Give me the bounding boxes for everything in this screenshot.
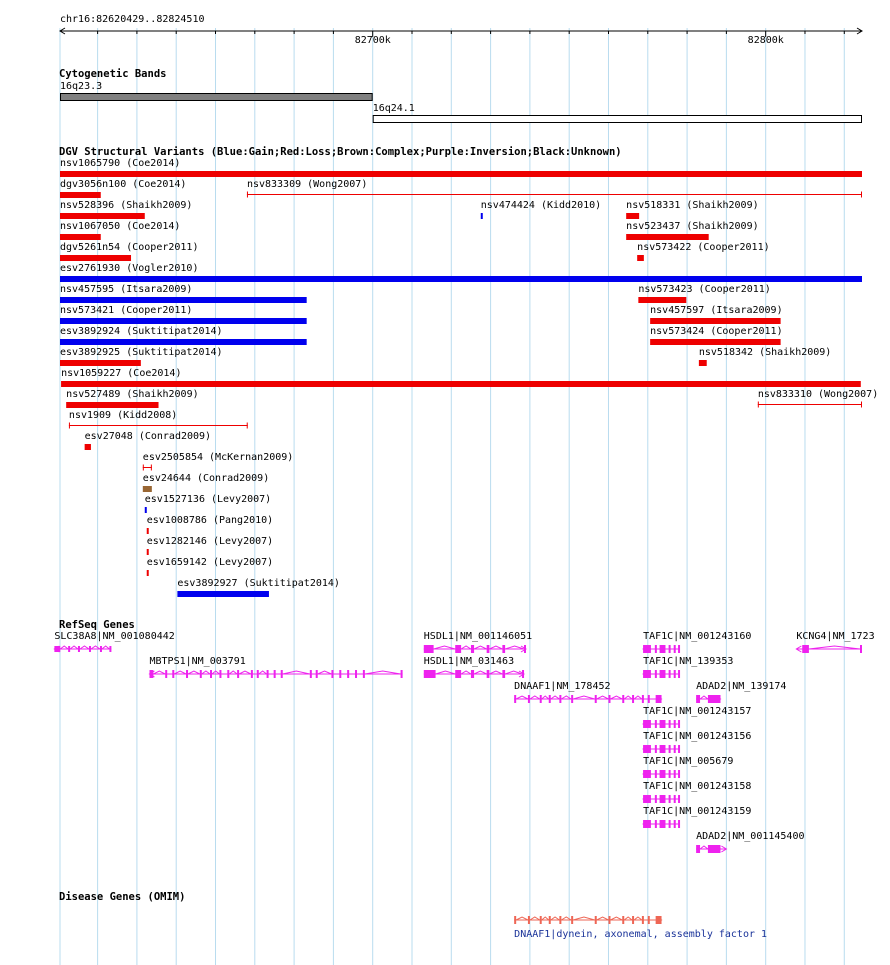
refseq-gene-exon[interactable]: [669, 770, 671, 778]
refseq-gene-label[interactable]: TAF1C|NM_001243159: [643, 806, 752, 817]
refseq-gene-exon[interactable]: [514, 695, 516, 703]
refseq-gene-label[interactable]: DNAAF1|NM_178452: [514, 681, 611, 692]
refseq-gene-exon[interactable]: [660, 820, 666, 828]
dgv-variant-bar[interactable]: [60, 234, 101, 240]
dgv-variant-label[interactable]: nsv573424 (Cooper2011): [650, 326, 783, 337]
refseq-gene-exon[interactable]: [660, 795, 666, 803]
refseq-gene-exon[interactable]: [674, 645, 676, 653]
refseq-gene-exon[interactable]: [655, 795, 657, 803]
omim-gene-exon[interactable]: [622, 916, 624, 924]
refseq-gene-exon[interactable]: [471, 670, 474, 678]
refseq-gene-exon[interactable]: [89, 646, 91, 652]
refseq-gene-exon[interactable]: [210, 670, 212, 678]
refseq-gene-exon[interactable]: [678, 770, 680, 778]
refseq-gene-exon[interactable]: [363, 670, 365, 678]
refseq-gene-exon[interactable]: [316, 670, 318, 678]
dgv-variant-label[interactable]: dgv3056n100 (Coe2014): [60, 179, 187, 190]
refseq-gene-exon[interactable]: [274, 670, 276, 678]
omim-gene-exon[interactable]: [571, 916, 573, 924]
dgv-variant-label[interactable]: nsv1067050 (Coe2014): [60, 221, 181, 232]
refseq-gene-exon[interactable]: [502, 670, 505, 678]
dgv-variant-label[interactable]: nsv573421 (Cooper2011): [60, 305, 193, 316]
refseq-gene-label[interactable]: TAF1C|NM_005679: [643, 756, 734, 767]
dgv-variant-label[interactable]: esv24644 (Conrad2009): [142, 473, 270, 484]
dgv-variant-bar[interactable]: [147, 528, 149, 534]
dgv-variant-label[interactable]: esv3892925 (Suktitipat2014): [60, 347, 223, 358]
dgv-track-title[interactable]: DGV Structural Variants (Blue:Gain;Red:Loss;Brown:Complex;Purple:Inversion;Black:Unknown): [59, 146, 622, 158]
ruler-tick-label: 82800k: [747, 35, 784, 46]
dgv-variant-bar[interactable]: [60, 171, 862, 177]
dgv-variant-label[interactable]: esv27048 (Conrad2009): [84, 431, 212, 442]
refseq-gene-exon[interactable]: [678, 720, 680, 728]
cyto-band-label[interactable]: 16q23.3: [60, 81, 103, 92]
refseq-gene-exon[interactable]: [257, 670, 259, 678]
dgv-variant-label[interactable]: esv3892927 (Suktitipat2014): [177, 578, 340, 589]
refseq-gene-label[interactable]: TAF1C|NM_001243157: [643, 706, 752, 717]
refseq-gene-exon[interactable]: [595, 695, 597, 703]
refseq-gene-exon[interactable]: [674, 770, 676, 778]
refseq-gene-exon[interactable]: [455, 645, 461, 653]
dgv-variant-label[interactable]: nsv833310 (Wong2007): [757, 389, 879, 400]
refseq-gene-label[interactable]: TAF1C|NM_001243158: [643, 781, 752, 792]
refseq-gene-exon[interactable]: [660, 770, 666, 778]
refseq-gene-exon[interactable]: [549, 695, 551, 703]
refseq-gene-exon[interactable]: [186, 670, 188, 678]
dgv-variant-label[interactable]: esv1659142 (Levy2007): [146, 557, 274, 568]
refseq-gene-exon[interactable]: [660, 720, 666, 728]
dgv-variant-bar[interactable]: [60, 255, 131, 261]
dgv-variant-label[interactable]: nsv528396 (Shaikh2009): [60, 200, 193, 211]
refseq-gene-exon[interactable]: [347, 670, 349, 678]
dgv-variant-label[interactable]: dgv5261n54 (Cooper2011): [60, 242, 199, 253]
dgv-variant-bar[interactable]: [637, 255, 644, 261]
refseq-gene-label[interactable]: HSDL1|NM_031463: [423, 656, 515, 667]
omim-gene-exon[interactable]: [549, 916, 551, 924]
refseq-gene-exon[interactable]: [655, 720, 657, 728]
dgv-variant-label[interactable]: esv2761930 (Vogler2010): [60, 263, 199, 274]
refseq-gene-exon[interactable]: [424, 670, 436, 678]
dgv-variant-bar[interactable]: [66, 402, 158, 408]
dgv-variant-label[interactable]: nsv527489 (Shaikh2009): [66, 389, 199, 400]
dgv-variant-label[interactable]: esv3892924 (Suktitipat2014): [60, 326, 223, 337]
refseq-gene-exon[interactable]: [655, 770, 657, 778]
refseq-gene-exon[interactable]: [674, 670, 676, 678]
refseq-gene-exon[interactable]: [660, 745, 666, 753]
dgv-variant-bar[interactable]: [177, 591, 269, 597]
dgv-variant-bar[interactable]: [60, 213, 145, 219]
refseq-gene-exon[interactable]: [219, 670, 221, 678]
refseq-gene-exon[interactable]: [674, 720, 676, 728]
refseq-gene-exon[interactable]: [802, 645, 809, 653]
refseq-gene-exon[interactable]: [331, 670, 333, 678]
cyto-band-label[interactable]: 16q24.1: [372, 103, 415, 114]
dgv-variant-bar[interactable]: [626, 234, 709, 240]
dgv-variant-bar[interactable]: [61, 381, 861, 387]
refseq-gene-exon[interactable]: [655, 820, 657, 828]
dgv-variant-bar[interactable]: [60, 276, 862, 282]
refseq-gene-exon[interactable]: [674, 795, 676, 803]
refseq-gene-exon[interactable]: [622, 695, 624, 703]
refseq-gene-exon[interactable]: [674, 820, 676, 828]
refseq-track-title[interactable]: RefSeq Genes: [59, 619, 135, 631]
omim-gene-exon[interactable]: [528, 916, 530, 924]
dgv-variant-label[interactable]: nsv833309 (Wong2007): [246, 179, 368, 190]
refseq-gene-exon[interactable]: [678, 795, 680, 803]
refseq-gene-exon[interactable]: [669, 645, 671, 653]
refseq-gene-exon[interactable]: [339, 670, 341, 678]
refseq-gene-label[interactable]: ADAD2|NM_001145400: [696, 831, 805, 842]
refseq-gene-exon[interactable]: [200, 670, 202, 678]
refseq-gene-exon[interactable]: [860, 645, 862, 653]
dgv-variant-label[interactable]: nsv1065790 (Coe2014): [60, 158, 181, 169]
refseq-gene-label[interactable]: TAF1C|NM_001243156: [643, 731, 752, 742]
dgv-variant-label[interactable]: nsv573423 (Cooper2011): [638, 284, 771, 295]
omim-gene-exon[interactable]: [514, 916, 516, 924]
refseq-gene-exon[interactable]: [487, 670, 490, 678]
omim-gene-exon[interactable]: [632, 916, 634, 924]
dgv-variant-label[interactable]: nsv1059227 (Coe2014): [61, 368, 182, 379]
refseq-gene-exon[interactable]: [502, 645, 505, 653]
refseq-gene-exon[interactable]: [559, 695, 561, 703]
refseq-gene-exon[interactable]: [669, 820, 671, 828]
ruler-location: chr16:82620429..82824510: [60, 14, 205, 25]
refseq-gene-label[interactable]: ADAD2|NM_139174: [696, 681, 787, 692]
refseq-gene-label[interactable]: MBTPS1|NM_003791: [149, 656, 246, 667]
dgv-variant-bar[interactable]: [650, 339, 780, 345]
dgv-variant-bar[interactable]: [143, 486, 152, 492]
refseq-gene-exon[interactable]: [100, 646, 102, 652]
cyto-track-title[interactable]: Cytogenetic Bands: [59, 68, 167, 80]
dgv-variant-label[interactable]: esv1282146 (Levy2007): [146, 536, 274, 547]
refseq-gene-exon[interactable]: [678, 745, 680, 753]
cyto-band[interactable]: [373, 116, 861, 123]
refseq-gene-exon[interactable]: [471, 645, 474, 653]
dgv-variant-bar[interactable]: [147, 549, 149, 555]
refseq-gene-exon[interactable]: [487, 645, 490, 653]
dgv-variant-label[interactable]: nsv523437 (Shaikh2009): [626, 221, 759, 232]
refseq-gene-exon[interactable]: [78, 646, 80, 652]
refseq-gene-exon[interactable]: [642, 695, 644, 703]
dgv-variant-label[interactable]: nsv457597 (Itsara2009): [650, 305, 783, 316]
dgv-variant-label[interactable]: esv2505854 (McKernan2009): [142, 452, 294, 463]
refseq-gene-label[interactable]: KCNG4|NM_1723: [796, 631, 875, 642]
dgv-variant-label[interactable]: esv1527136 (Levy2007): [144, 494, 272, 505]
dgv-variant-bar[interactable]: [145, 507, 147, 513]
dgv-variant-bar[interactable]: [85, 444, 91, 450]
omim-gene-exon[interactable]: [540, 916, 542, 924]
dgv-variant-bar[interactable]: [638, 297, 686, 303]
refseq-gene-label[interactable]: TAF1C|NM_001243160: [643, 631, 752, 642]
refseq-gene-exon[interactable]: [678, 820, 680, 828]
refseq-gene-exon[interactable]: [696, 845, 700, 853]
refseq-gene-exon[interactable]: [632, 695, 634, 703]
refseq-gene-exon[interactable]: [251, 670, 253, 678]
dgv-variant-bar[interactable]: [60, 360, 141, 366]
dgv-variant-bar[interactable]: [60, 318, 307, 324]
dgv-variant-bar[interactable]: [60, 339, 307, 345]
omim-gene-exon[interactable]: [608, 916, 610, 924]
refseq-gene-exon[interactable]: [68, 646, 70, 652]
refseq-gene-exon[interactable]: [660, 670, 666, 678]
omim-gene-exon[interactable]: [648, 916, 650, 924]
refseq-gene-exon[interactable]: [571, 695, 573, 703]
refseq-gene-exon[interactable]: [528, 695, 530, 703]
refseq-gene-exon[interactable]: [540, 695, 542, 703]
dgv-variant-bar[interactable]: [626, 213, 639, 219]
refseq-gene-label[interactable]: HSDL1|NM_001146051: [423, 631, 533, 642]
refseq-gene-exon[interactable]: [267, 670, 269, 678]
refseq-gene-exon[interactable]: [674, 745, 676, 753]
refseq-gene-exon[interactable]: [648, 695, 650, 703]
refseq-gene-exon[interactable]: [655, 645, 657, 653]
omim-gene-exon[interactable]: [595, 916, 597, 924]
refseq-gene-exon[interactable]: [655, 745, 657, 753]
refseq-gene-exon[interactable]: [165, 670, 167, 678]
refseq-gene-exon[interactable]: [172, 670, 174, 678]
refseq-gene-exon[interactable]: [655, 670, 657, 678]
dgv-variant-label[interactable]: esv1008786 (Pang2010): [146, 515, 274, 526]
dgv-variant-label[interactable]: nsv518342 (Shaikh2009): [698, 347, 832, 358]
dgv-variant-label[interactable]: nsv1909 (Kidd2008): [68, 410, 178, 421]
refseq-gene-exon[interactable]: [708, 695, 721, 703]
dgv-variant-bar[interactable]: [650, 318, 780, 324]
refseq-gene-exon[interactable]: [608, 695, 610, 703]
refseq-gene-label[interactable]: SLC38A8|NM_001080442: [54, 631, 175, 642]
refseq-gene-exon[interactable]: [696, 695, 700, 703]
refseq-gene-exon[interactable]: [424, 645, 434, 653]
refseq-gene-exon[interactable]: [669, 745, 671, 753]
refseq-gene-exon[interactable]: [669, 720, 671, 728]
refseq-gene-exon[interactable]: [227, 670, 229, 678]
refseq-gene-exon[interactable]: [678, 670, 680, 678]
refseq-gene-label[interactable]: TAF1C|NM_139353: [643, 656, 734, 667]
omim-gene-label[interactable]: DNAAF1|dynein, axonemal, assembly factor 1: [514, 929, 768, 940]
omim-gene-exon[interactable]: [642, 916, 644, 924]
dgv-variant-label[interactable]: nsv573422 (Cooper2011): [637, 242, 770, 253]
refseq-gene-exon[interactable]: [355, 670, 357, 678]
cyto-band[interactable]: [61, 94, 373, 101]
dgv-variant-label[interactable]: nsv457595 (Itsara2009): [60, 284, 193, 295]
dgv-variant-bar[interactable]: [147, 570, 149, 576]
refseq-gene-exon[interactable]: [708, 845, 721, 853]
ruler-tick-label: 82700k: [354, 35, 391, 46]
dgv-variant-bar[interactable]: [481, 213, 483, 219]
dgv-variant-label[interactable]: nsv518331 (Shaikh2009): [626, 200, 759, 211]
refseq-gene-exon[interactable]: [669, 670, 671, 678]
refseq-gene-exon[interactable]: [669, 795, 671, 803]
refseq-gene-exon[interactable]: [281, 670, 283, 678]
refseq-gene-exon[interactable]: [455, 670, 461, 678]
dgv-variant-bar[interactable]: [60, 192, 101, 198]
refseq-gene-exon[interactable]: [660, 645, 666, 653]
refseq-gene-exon[interactable]: [678, 645, 680, 653]
refseq-gene-exon[interactable]: [401, 670, 403, 678]
dgv-variant-bar[interactable]: [60, 297, 307, 303]
refseq-gene-exon[interactable]: [109, 646, 111, 652]
omim-gene-exon[interactable]: [559, 916, 561, 924]
refseq-gene-exon[interactable]: [310, 670, 312, 678]
dgv-variant-label[interactable]: nsv474424 (Kidd2010): [480, 200, 602, 211]
refseq-gene-exon[interactable]: [237, 670, 239, 678]
dgv-variant-bar[interactable]: [699, 360, 707, 366]
omim-track-title[interactable]: Disease Genes (OMIM): [59, 891, 186, 903]
